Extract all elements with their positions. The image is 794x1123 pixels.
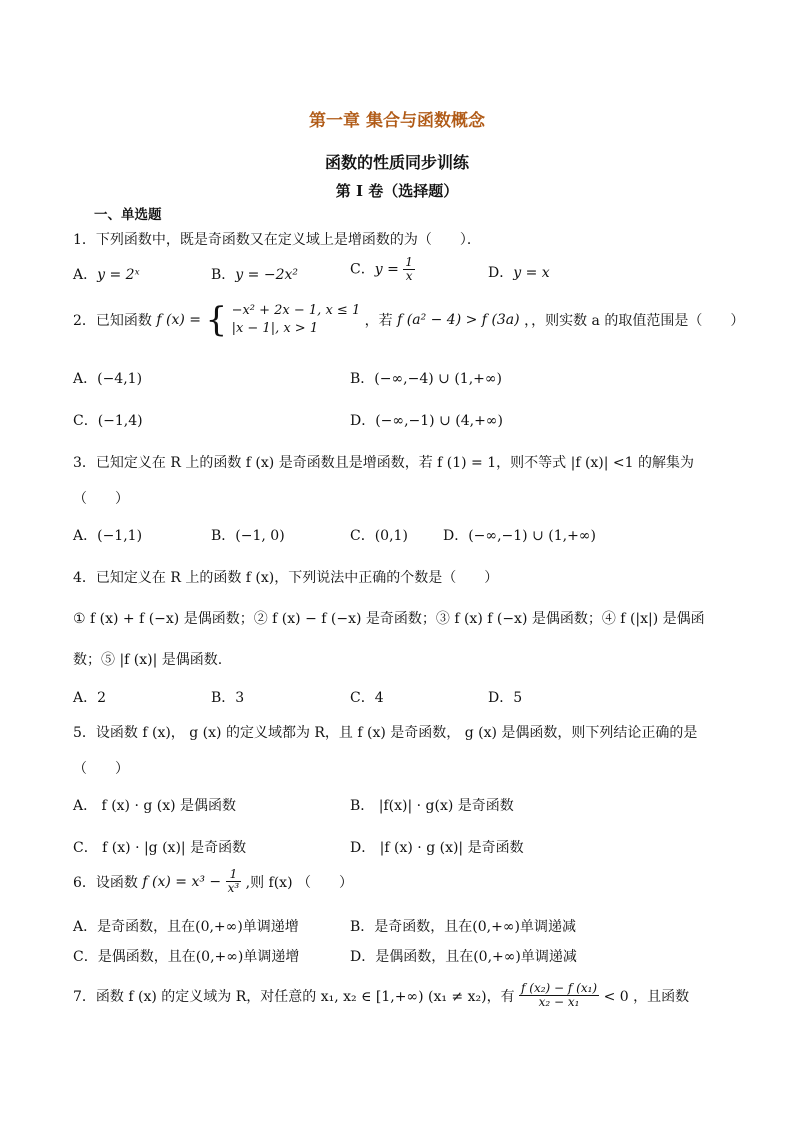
- q3-option-c[interactable]: C．(0,1): [350, 528, 408, 544]
- section-heading: 一、单选题: [94, 207, 162, 223]
- option-letter: A．: [73, 267, 98, 283]
- q1-stem: 1．下列函数中，既是奇函数又在定义域上是增函数的为（ ）．: [73, 232, 481, 248]
- option-letter: C．: [350, 261, 375, 278]
- q1-option-a-expr: y = 2ˣ: [97, 267, 140, 283]
- chapter-heading: 第一章 集合与函数概念: [309, 111, 485, 131]
- q4-option-b[interactable]: B．3: [211, 690, 245, 706]
- q1-option-b-expr: y = −2x²: [235, 267, 298, 283]
- q1-option-d-expr: y = x: [513, 265, 550, 281]
- q3-option-a[interactable]: A．(−1,1): [73, 528, 143, 544]
- q2-option-c[interactable]: C．(−1,4): [73, 413, 143, 429]
- q1-option-b[interactable]: [211, 264, 298, 284]
- page-title: 函数的性质同步训练: [324, 153, 469, 172]
- q5-stem-line2: （ ）: [73, 761, 129, 777]
- q1-option-c-lhs: y =: [374, 261, 399, 278]
- option-letter: D．: [488, 265, 514, 281]
- q4-option-a[interactable]: A．2: [73, 690, 107, 706]
- q5-option-d[interactable]: D． |f (x) · g (x)| 是奇函数: [350, 840, 524, 856]
- q5-option-c[interactable]: C． f (x) · |g (x)| 是奇函数: [73, 840, 247, 856]
- q5-option-b[interactable]: B． |f(x)| · g(x) 是奇函数: [350, 798, 514, 814]
- q1-option-a[interactable]: [73, 264, 140, 284]
- q5-option-a[interactable]: A． f (x) · g (x) 是偶函数: [73, 798, 237, 814]
- q2-option-a[interactable]: A．(−4,1): [73, 371, 143, 387]
- q4-option-c[interactable]: C．4: [350, 690, 384, 706]
- q1-option-c[interactable]: [350, 256, 415, 283]
- paper-section-title: 第 I 卷（选择题）: [335, 182, 459, 200]
- q3-stem: 3．已知定义在 R 上的函数 f (x) 是奇函数且是增函数，若 f (1) = 1，则不等式 |f (x)| <1 的解集为: [73, 455, 695, 471]
- q6-stem: 6．设函数 f (x) = x³ − $\frac{1}{\text{x³}}$ ,则 f(x) （ ）: [73, 867, 353, 896]
- q6-option-a[interactable]: A．是奇函数，且在(0,+∞)单调递增: [73, 919, 299, 935]
- q6-option-b[interactable]: B．是奇函数，且在(0,+∞)单调递减: [350, 919, 576, 935]
- option-letter: B．: [211, 267, 236, 283]
- piecewise-brace: {: [205, 300, 228, 340]
- q2-stem: 2．已知函数 f (x) = { −x² + 2x − 1, x ≤ 1 |x − 1|, x > 1 ，若 f (a² − 4) > f (3a) ，，则实数 a 的取值范围是（ ）: [73, 300, 745, 340]
- q7-fraction: $\frac{\text{f (x₂) − f (x₁)}}{\text{x₂ − x₁}}$: [521, 981, 598, 1010]
- q2-option-d[interactable]: D．(−∞,−1) ∪ (4,+∞): [350, 413, 503, 429]
- q4-stem: 4．已知定义在 R 上的函数 f (x)，下列说法中正确的个数是（ ）: [73, 570, 499, 586]
- q4-statements: ① f (x) + f (−x) 是偶函数；② f (x) − f (−x) 是奇函数；③ f (x) f (−x) 是偶函数；④ f (|x|) 是偶函: [73, 611, 705, 627]
- q3-stem-line2: （ ）: [73, 491, 129, 507]
- q3-option-b[interactable]: B．(−1, 0): [211, 528, 285, 544]
- piecewise-cases: −x² + 2x − 1, x ≤ 1 |x − 1|, x > 1: [231, 303, 361, 336]
- q6-option-d[interactable]: D．是偶函数，且在(0,+∞)单调递减: [350, 949, 577, 965]
- q7-stem: 7．函数 f (x) 的定义域为 R，对任意的 x₁, x₂ ∈ [1,+∞) (x₁ ≠ x₂)，有 $\frac{\text{f (x₂) − f (x₁)}}{\text{x₂ − x₁}}$ < 0 ，且函数: [73, 981, 690, 1010]
- q4-statements-line2: 数；⑤ |f (x)| 是偶函数.: [73, 652, 223, 668]
- q3-option-d[interactable]: D．(−∞,−1) ∪ (1,+∞): [443, 528, 596, 544]
- q6-fraction: $\frac{1}{\text{x³}}$: [227, 867, 240, 896]
- q1-option-c-fraction: $\frac{1}{x}$: [405, 255, 413, 284]
- q1-option-d[interactable]: [488, 262, 550, 282]
- q2-option-b[interactable]: B．(−∞,−4) ∪ (1,+∞): [350, 371, 502, 387]
- q4-option-d[interactable]: D．5: [488, 690, 523, 706]
- q6-option-c[interactable]: C．是偶函数，且在(0,+∞)单调递增: [73, 949, 300, 965]
- q5-stem: 5．设函数 f (x)， g (x) 的定义域都为 R，且 f (x) 是奇函数， g (x) 是偶函数，则下列结论正确的是: [73, 725, 698, 741]
